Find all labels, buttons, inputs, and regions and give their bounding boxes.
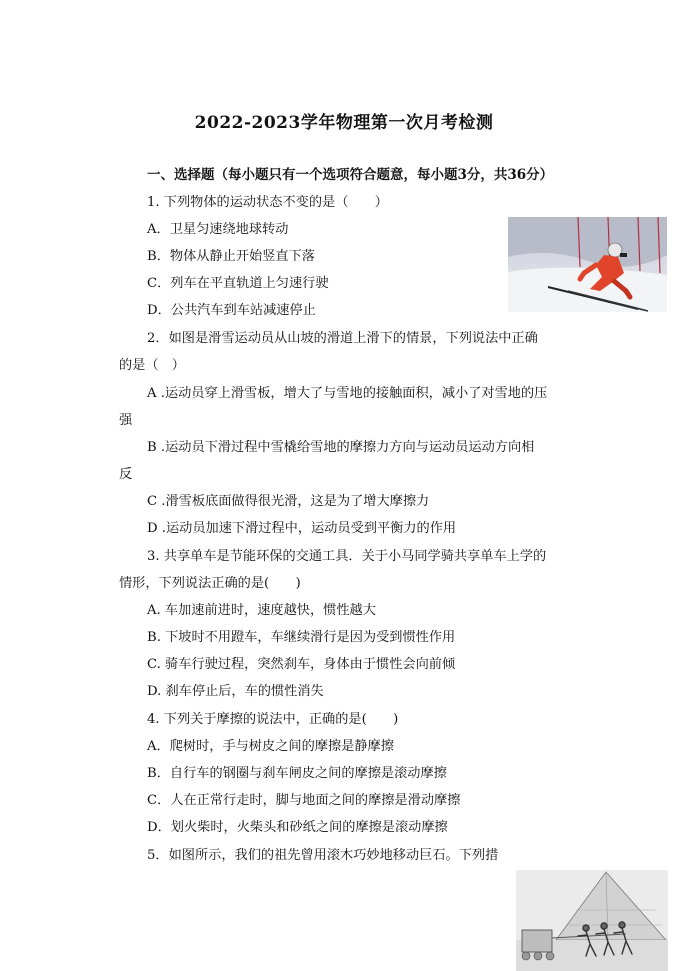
pyramid-rollers-illustration [516, 870, 668, 971]
q4-stem: 4. 下列关于摩擦的说法中，正确的是( ) [147, 712, 399, 727]
q2-option-a: A .运动员穿上滑雪板，增大了与雪地的接触面积，减小了对雪地的压 [147, 386, 548, 401]
section-heading: 一、选择题（每小题只有一个选项符合题意，每小题3分，共36分） [147, 167, 554, 183]
q3-option-a: A. 车加速前进时，速度越快，惯性越大 [147, 603, 376, 618]
q3-stem-cont: 情形，下列说法正确的是( ) [119, 576, 301, 591]
skier-photo [508, 217, 667, 312]
q1-option-d: D．公共汽车到车站减速停止 [147, 303, 316, 318]
q3-option-b: B. 下坡时不用蹬车，车继续滑行是因为受到惯性作用 [147, 630, 456, 645]
q2-option-b: B .运动员下滑过程中雪橇给雪地的摩擦力方向与运动员运动方向相 [147, 440, 535, 455]
q4-option-c: C．人在正常行走时，脚与地面之间的摩擦是滑动摩擦 [147, 793, 461, 808]
q3-option-c: C. 骑车行驶过程，突然刹车，身体由于惯性会向前倾 [147, 657, 456, 672]
q2-stem-cont: 的是（ ） [119, 358, 185, 373]
q2-option-d: D .运动员加速下滑过程中，运动员受到平衡力的作用 [147, 521, 457, 536]
page-title: 2022-2023学年物理第一次月考检测 [194, 113, 494, 133]
q3-option-d: D. 刹车停止后，车的惯性消失 [147, 684, 324, 699]
q1-stem: 1. 下列物体的运动状态不变的是（ ） [147, 195, 388, 210]
q4-option-b: B．自行车的钢圈与刹车闸皮之间的摩擦是滚动摩擦 [147, 766, 447, 781]
q1-option-b: B．物体从静止开始竖直下落 [147, 249, 315, 264]
q3-stem: 3. 共享单车是节能环保的交通工具．关于小马同学骑共享单车上学的 [147, 549, 547, 564]
q2-option-c: C .滑雪板底面做得很光滑，这是为了增大摩擦力 [147, 494, 430, 509]
q2-option-a-cont: 强 [119, 413, 133, 428]
q2-option-b-cont: 反 [119, 467, 133, 482]
q1-option-a: A．卫星匀速绕地球转动 [147, 222, 289, 237]
q5-stem: 5．如图所示，我们的祖先曾用滚木巧妙地移动巨石。下列措 [147, 848, 499, 863]
q4-option-d: D．划火柴时，火柴头和砂纸之间的摩擦是滚动摩擦 [147, 820, 448, 835]
q2-stem: 2．如图是滑雪运动员从山坡的滑道上滑下的情景，下列说法中正确 [147, 331, 538, 346]
q4-option-a: A．爬树时，手与树皮之间的摩擦是静摩擦 [147, 739, 394, 754]
q1-option-c: C．列车在平直轨道上匀速行驶 [147, 276, 329, 291]
